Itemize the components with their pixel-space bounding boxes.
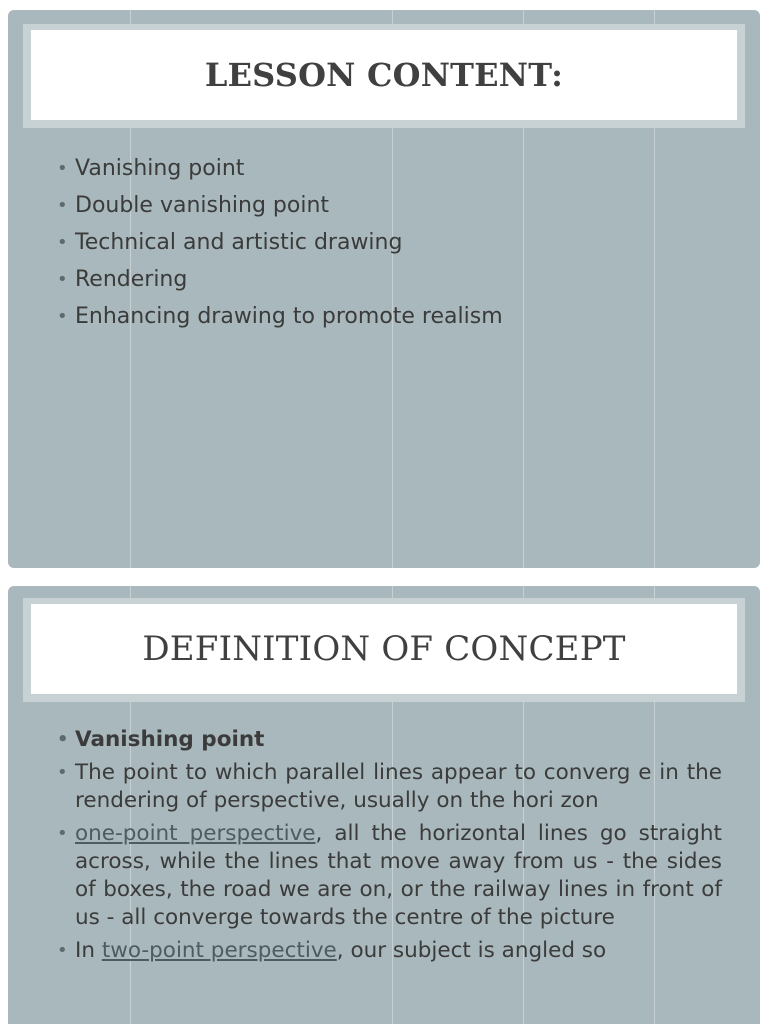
title-box [31,30,737,120]
list-item [8,820,760,932]
list-item-text: , our subject is angled so [336,938,607,963]
slide-lesson-content [8,10,760,568]
title-frame [23,598,745,702]
two-point-perspective-link[interactable]: two-point perspective [101,938,337,963]
bullet-list [8,150,760,335]
list-item-heading: • Vanishing point [8,726,760,754]
bullet-list [8,726,760,970]
title-frame [23,24,745,128]
list-item-text: , all the horizontal lines go straight across, while the lines that move away from us - the sides of boxes, the road we are on, or the railway lines in front of us - all converge towards the centre of the picture [75,821,722,930]
list-item: • Double vanishing point [8,187,760,224]
title-box [31,604,737,694]
list-item: • Rendering [8,261,760,298]
list-item: • Enhancing drawing to promote realism [8,298,760,335]
slide-title: LESSON CONTENT: [204,56,564,94]
one-point-perspective-link[interactable]: one-point perspective [75,821,316,846]
list-item [8,937,760,965]
list-item: • Technical and artistic drawing [8,224,760,261]
slide-definition-of-concept [8,586,760,1024]
list-item: • The point to which parallel lines appear to converg e in the rendering of perspective, usually on the hori zon [8,759,760,815]
slide-title: DEFINITION OF CONCEPT [142,629,626,669]
list-item-prefix: In [75,938,102,963]
list-item: • Vanishing point [8,150,760,187]
